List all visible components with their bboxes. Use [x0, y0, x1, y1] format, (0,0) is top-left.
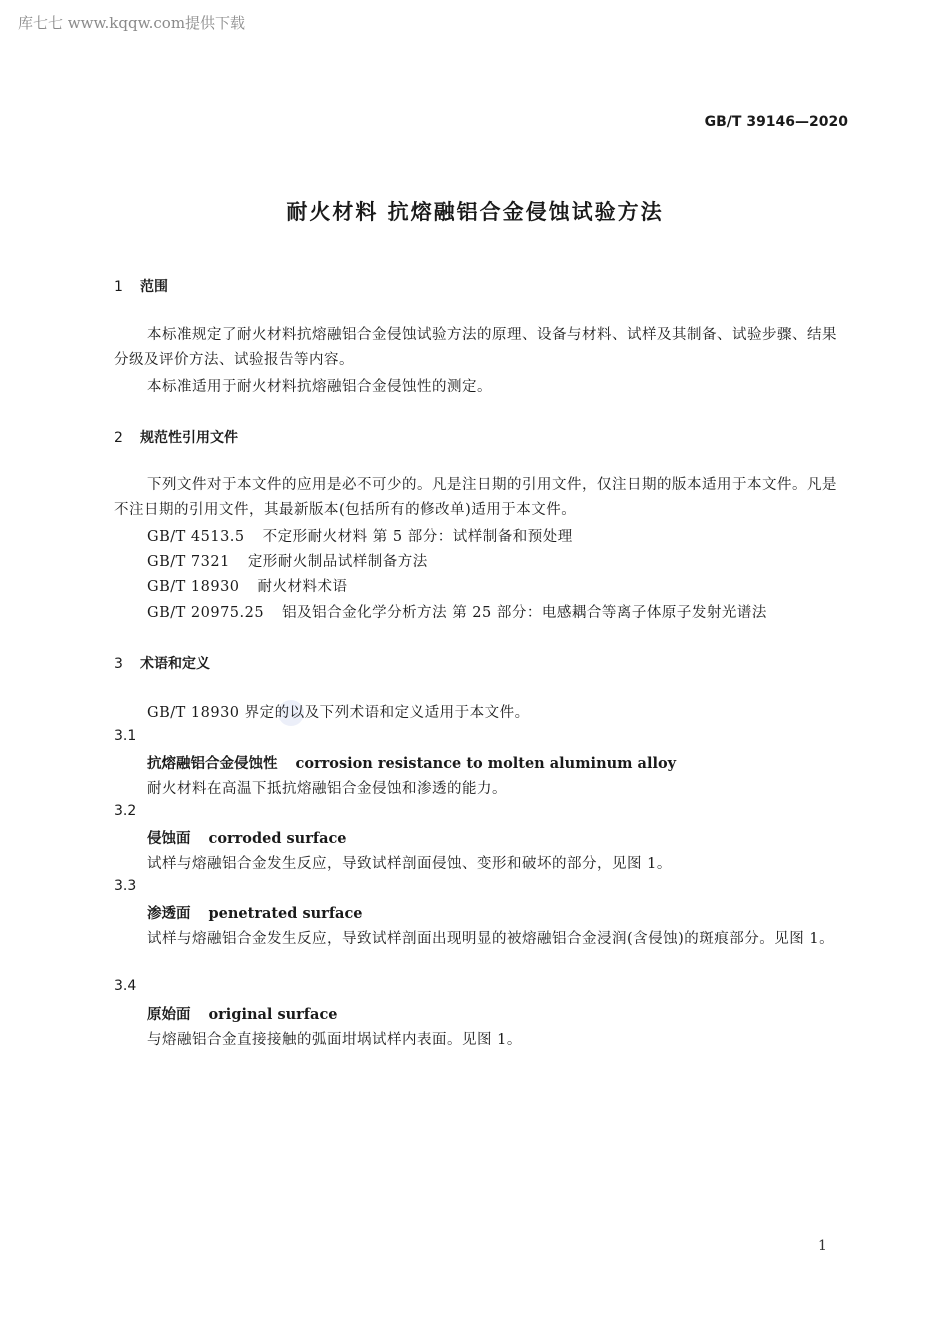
- section-2-heading: [114, 427, 238, 447]
- reference-code: GB/T 18930: [147, 579, 240, 595]
- section-1-paragraph: 本标准规定了耐火材料抗熔融铝合金侵蚀试验方法的原理、设备与材料、试样及其制备、试验步骤、结果分级及评价方法、试验报告等内容。: [114, 327, 837, 368]
- term-zh: 原始面: [147, 1006, 191, 1023]
- section-title: 规范性引用文件: [140, 430, 238, 446]
- section-3-intro: GB/T 18930 界定的以及下列术语和定义适用于本文件。: [147, 705, 530, 721]
- document-title: 耐火材料 抗熔融铝合金侵蚀试验方法: [286, 200, 664, 224]
- term-zh: 侵蚀面: [147, 830, 191, 847]
- watermark-text: 库七七 www.kqqw.com提供下载: [18, 14, 246, 32]
- section-3-heading: [114, 653, 210, 673]
- reference-code: GB/T 4513.5: [147, 529, 245, 545]
- section-1-paragraph: 本标准适用于耐火材料抗熔融铝合金侵蚀性的测定。: [147, 379, 492, 395]
- standard-code: GB/T 39146—2020: [704, 114, 848, 130]
- term-en: corrosion resistance to molten aluminum alloy: [295, 755, 677, 772]
- term-number: 3.2: [114, 803, 137, 819]
- reference-code: GB/T 7321: [147, 554, 230, 570]
- reference-code: GB/T 20975.25: [147, 605, 265, 621]
- page-number: 1: [818, 1238, 827, 1254]
- section-number: 2: [114, 430, 123, 446]
- section-1-heading: [114, 276, 168, 296]
- term-definition: 试样与熔融铝合金发生反应，导致试样剖面出现明显的被熔融铝合金浸润(含侵蚀)的斑痕部分。见图 1。: [147, 931, 835, 947]
- term-en: penetrated surface: [208, 905, 363, 922]
- reference-title: 不定形耐火材料 第 5 部分：试样制备和预处理: [262, 529, 573, 545]
- section-number: 3: [114, 656, 123, 672]
- term-definition: 试样与熔融铝合金发生反应，导致试样剖面侵蚀、变形和破坏的部分，见图 1。: [147, 856, 672, 872]
- term-name: [147, 827, 347, 848]
- term-name: [147, 902, 363, 923]
- term-number: 3.1: [114, 728, 137, 744]
- reference-item: [147, 550, 428, 571]
- reference-title: 定形耐火制品试样制备方法: [247, 554, 428, 570]
- reference-title: 耐火材料术语: [257, 579, 348, 595]
- term-name: [147, 752, 676, 773]
- section-number: 1: [114, 279, 123, 295]
- section-title: 术语和定义: [140, 656, 210, 672]
- reference-item: [147, 525, 573, 546]
- term-en: original surface: [208, 1006, 338, 1023]
- term-zh: 渗透面: [147, 905, 191, 922]
- term-definition: 与熔融铝合金直接接触的弧面坩埚试样内表面。见图 1。: [147, 1032, 522, 1048]
- term-name: [147, 1003, 338, 1024]
- term-zh: 抗熔融铝合金侵蚀性: [147, 755, 278, 772]
- section-title: 范围: [140, 279, 168, 295]
- term-number: 3.3: [114, 878, 137, 894]
- section-2-paragraph: 下列文件对于本文件的应用是必不可少的。凡是注日期的引用文件，仅注日期的版本适用于本文件。凡是不注日期的引用文件，其最新版本(包括所有的修改单)适用于本文件。: [114, 477, 837, 518]
- reference-title: 铝及铝合金化学分析方法 第 25 部分：电感耦合等离子体原子发射光谱法: [282, 605, 767, 621]
- term-definition: 耐火材料在高温下抵抗熔融铝合金侵蚀和渗透的能力。: [147, 781, 507, 797]
- term-en: corroded surface: [208, 830, 347, 847]
- reference-item: [147, 575, 348, 596]
- reference-item: [147, 601, 767, 622]
- term-number: 3.4: [114, 978, 137, 994]
